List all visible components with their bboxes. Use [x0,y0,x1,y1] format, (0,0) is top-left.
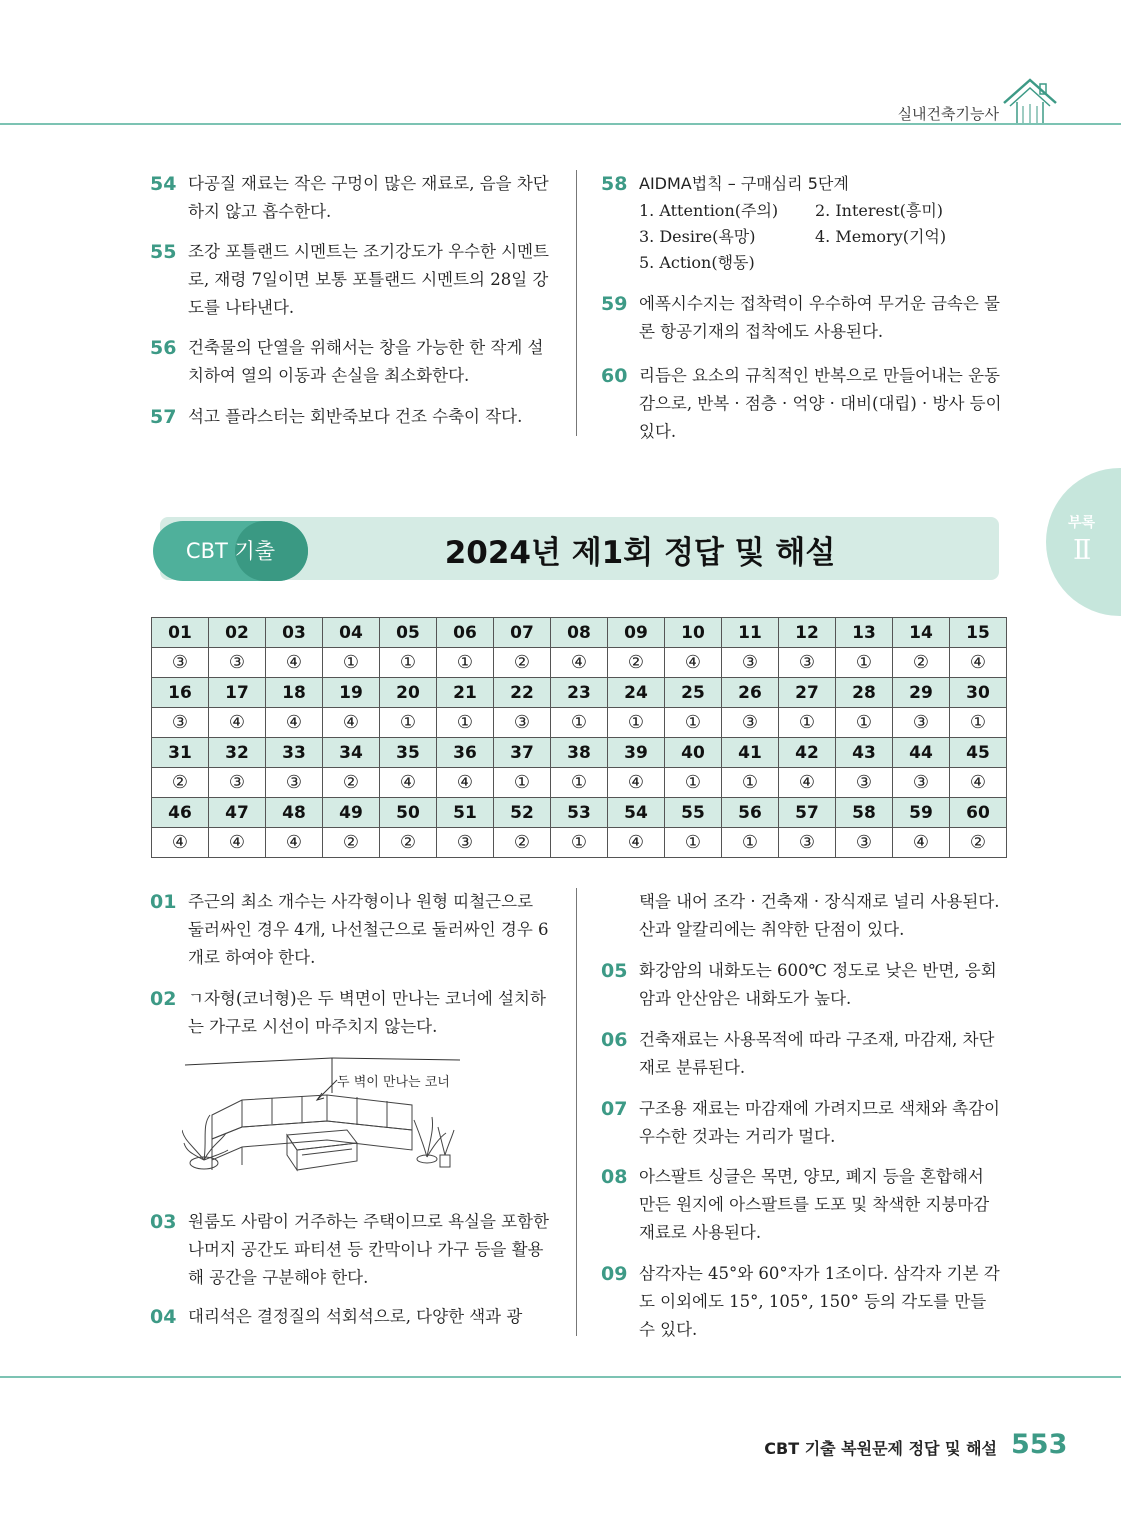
question-number: 04 [150,1306,177,1328]
answer-number-cell: 09 [608,618,665,648]
answer-number-cell: 05 [380,618,437,648]
answer-number-cell: 12 [779,618,836,648]
question-text: 에폭시수지는 접착력이 우수하여 무거운 금속은 물론 항공기재의 접착에도 사용된다. [639,294,1000,341]
answer-value-cell: ① [836,708,893,738]
answer-value-cell: ④ [551,648,608,678]
answer-value-cell: ④ [209,708,266,738]
answer-table [151,617,1007,858]
answer-value-cell: ③ [893,708,950,738]
answer-number-cell: 57 [779,798,836,828]
answer-number-row [152,738,1007,768]
answer-value-cell: ③ [494,708,551,738]
answer-number-cell: 47 [209,798,266,828]
answer-value-cell: ③ [209,768,266,798]
answer-value-row [152,648,1007,678]
page-number: 553 [1011,1429,1068,1460]
house-icon [1000,76,1060,126]
answer-number-cell: 19 [323,678,380,708]
answer-number-cell: 52 [494,798,551,828]
answer-number-cell: 44 [893,738,950,768]
question-text: ㄱ자형(코너형)은 두 벽면이 만나는 코너에 설치하는 가구로 시선이 마주치지 않는다. [188,989,546,1036]
option-item: 5. Action(행동) [639,253,755,272]
answer-number-cell: 22 [494,678,551,708]
answer-number-cell: 38 [551,738,608,768]
answer-number-cell: 31 [152,738,209,768]
answer-number-cell: 03 [266,618,323,648]
answer-number-row [152,678,1007,708]
answer-value-cell: ④ [209,828,266,858]
answer-number-cell: 11 [722,618,779,648]
answer-number-cell: 30 [950,678,1007,708]
question-text: 리듬은 요소의 규칙적인 반복으로 만들어내는 운동감으로, 반복 · 점층 · 억양 · 대비(대립) · 방사 등이 있다. [639,366,1002,441]
answer-value-cell: ① [494,768,551,798]
answer-number-cell: 25 [665,678,722,708]
question-title: AIDMA법칙 – 구매심리 5단계 [639,174,849,193]
answer-number-cell: 33 [266,738,323,768]
answer-number-cell: 16 [152,678,209,708]
answer-number-cell: 41 [722,738,779,768]
question-number: 59 [601,293,628,315]
answer-value-cell: ① [722,828,779,858]
answer-value-cell: ③ [152,648,209,678]
answer-value-cell: ④ [608,828,665,858]
answer-value-cell: ① [380,708,437,738]
side-tab-label: 부록 [1068,515,1096,531]
explanation-09 [601,1260,1003,1344]
answer-value-cell: ④ [665,648,722,678]
answer-number-cell: 46 [152,798,209,828]
answer-number-cell: 27 [779,678,836,708]
answer-number-cell: 14 [893,618,950,648]
answer-value-cell: ③ [836,828,893,858]
answer-number-cell: 55 [665,798,722,828]
answer-value-cell: ① [551,828,608,858]
question-number: 58 [601,173,628,195]
answer-number-cell: 23 [551,678,608,708]
question-60 [601,362,1003,446]
answer-value-cell: ① [380,648,437,678]
question-number: 03 [150,1211,177,1233]
answer-number-cell: 18 [266,678,323,708]
answer-number-cell: 48 [266,798,323,828]
question-number: 60 [601,365,628,387]
side-tab-numeral: Ⅱ [1073,535,1092,566]
answer-number-cell: 02 [209,618,266,648]
answer-value-cell: ③ [836,768,893,798]
answer-value-cell: ④ [779,768,836,798]
answer-number-cell: 26 [722,678,779,708]
question-text: 대리석은 결정질의 석회석으로, 다양한 색과 광 [188,1307,523,1326]
question-56 [150,334,552,390]
answer-value-cell: ② [380,828,437,858]
question-text: 화강암의 내화도는 600℃ 정도로 낮은 반면, 응회암과 안산암은 내화도가 높다. [639,961,997,1008]
question-number: 55 [150,241,177,263]
header-rule [0,123,1121,125]
answer-value-cell: ① [665,768,722,798]
question-number: 54 [150,173,177,195]
explanation-02 [150,985,552,1041]
answer-number-cell: 08 [551,618,608,648]
question-number: 01 [150,891,177,913]
answer-value-cell: ① [608,708,665,738]
answer-number-cell: 20 [380,678,437,708]
answer-number-cell: 10 [665,618,722,648]
option-item: 3. Desire(욕망) [639,227,756,246]
answer-value-cell: ④ [380,768,437,798]
answer-value-cell: ② [494,828,551,858]
question-text: 석고 플라스터는 회반죽보다 건조 수축이 작다. [188,407,523,426]
answer-value-cell: ① [779,708,836,738]
answer-number-cell: 39 [608,738,665,768]
answer-number-cell: 58 [836,798,893,828]
answer-number-cell: 51 [437,798,494,828]
answer-value-cell: ③ [722,648,779,678]
question-text: 아스팔트 싱글은 목면, 양모, 폐지 등을 혼합해서 만든 원지에 아스팔트를 도포 및 착색한 지붕마감 재료로 사용된다. [639,1167,990,1242]
answer-value-cell: ③ [779,648,836,678]
question-number: 09 [601,1263,628,1285]
question-number: 57 [150,406,177,428]
answer-value-cell: ① [836,648,893,678]
answer-value-cell: ③ [209,648,266,678]
answer-value-row [152,768,1007,798]
answer-number-cell: 17 [209,678,266,708]
answer-number-cell: 07 [494,618,551,648]
answer-value-cell: ② [608,648,665,678]
answer-number-cell: 56 [722,798,779,828]
answer-value-cell: ④ [152,828,209,858]
answer-value-cell: ③ [266,768,323,798]
question-58 [601,170,1003,276]
answer-value-cell: ② [323,828,380,858]
answer-number-cell: 50 [380,798,437,828]
answer-value-cell: ② [950,828,1007,858]
answer-value-cell: ④ [266,648,323,678]
answer-value-cell: ① [950,708,1007,738]
question-text: 건축재료는 사용목적에 따라 구조재, 마감재, 차단재로 분류된다. [639,1030,995,1077]
question-text: 원룸도 사람이 거주하는 주택이므로 욕실을 포함한 나머지 공간도 파티션 등 칸막이나 가구 등을 활용해 공간을 구분해야 한다. [188,1212,549,1287]
answer-value-cell: ④ [266,708,323,738]
explanation-08 [601,1163,1003,1247]
answer-value-cell: ② [152,768,209,798]
answer-number-cell: 21 [437,678,494,708]
answer-value-cell: ③ [152,708,209,738]
option-item: 2. Interest(흥미) [815,201,944,220]
answer-number-cell: 34 [323,738,380,768]
footer-text: CBT 기출 복원문제 정답 및 해설 [764,1439,997,1458]
answer-value-cell: ④ [437,768,494,798]
option-list [639,198,1003,276]
answer-value-cell: ② [494,648,551,678]
answer-value-cell: ④ [266,828,323,858]
answer-value-cell: ① [437,708,494,738]
explanation-01 [150,888,552,972]
answer-value-cell: ① [665,708,722,738]
answer-number-cell: 36 [437,738,494,768]
column-divider [576,170,577,436]
answer-number-cell: 43 [836,738,893,768]
answer-value-cell: ① [323,648,380,678]
banner-tag: CBT 기출 [185,539,276,563]
answer-value-row [152,828,1007,858]
explanation-03 [150,1208,552,1292]
answer-number-cell: 37 [494,738,551,768]
answer-number-cell: 28 [836,678,893,708]
answer-number-cell: 13 [836,618,893,648]
answer-number-cell: 06 [437,618,494,648]
explanation-04 [150,1303,552,1331]
answer-number-row [152,798,1007,828]
question-number: 06 [601,1029,628,1051]
footer-rule [0,1376,1121,1378]
explanation-06 [601,1026,1003,1082]
answer-value-cell: ③ [779,828,836,858]
question-number: 08 [601,1166,628,1188]
question-59 [601,290,1003,346]
section-title: 2024년 제1회 정답 및 해설 [444,535,836,571]
question-54 [150,170,552,226]
option-item: 4. Memory(기억) [815,227,947,246]
question-number: 07 [601,1098,628,1120]
answer-number-cell: 35 [380,738,437,768]
answer-number-cell: 42 [779,738,836,768]
answer-value-cell: ④ [323,708,380,738]
answer-value-cell: ① [551,768,608,798]
answer-number-cell: 04 [323,618,380,648]
question-text: 건축물의 단열을 위해서는 창을 가능한 한 작게 설치하여 열의 이동과 손실을 최소화한다. [188,338,544,385]
answer-number-cell: 54 [608,798,665,828]
explanation-07 [601,1095,1003,1151]
answer-number-cell: 53 [551,798,608,828]
question-text: 다공질 재료는 작은 구멍이 많은 재료로, 음을 차단하지 않고 흡수한다. [188,174,549,221]
answer-value-cell: ① [665,828,722,858]
question-text: 주근의 최소 개수는 사각형이나 원형 띠철근으로 둘러싸인 경우 4개, 나선철근으로 둘러싸인 경우 6개로 하여야 한다. [188,892,549,967]
question-number: 02 [150,988,177,1010]
option-item: 1. Attention(주의) [639,201,779,220]
question-number: 05 [601,960,628,982]
header-title: 실내건축기능사 [897,105,999,123]
answer-value-cell: ③ [722,708,779,738]
question-55 [150,238,552,322]
answer-value-row [152,708,1007,738]
column-divider [576,888,577,1336]
answer-value-cell: ④ [950,768,1007,798]
answer-number-cell: 45 [950,738,1007,768]
answer-value-cell: ④ [893,828,950,858]
answer-number-cell: 29 [893,678,950,708]
question-text: 구조용 재료는 마감재에 가려지므로 색채와 촉감이 우수한 것과는 거리가 멀다. [639,1099,1000,1146]
answer-number-cell: 32 [209,738,266,768]
answer-number-cell: 49 [323,798,380,828]
answer-value-cell: ① [722,768,779,798]
question-57 [150,403,552,431]
answer-number-cell: 40 [665,738,722,768]
answer-number-cell: 24 [608,678,665,708]
answer-value-cell: ③ [893,768,950,798]
question-text: 조강 포틀랜드 시멘트는 조기강도가 우수한 시멘트로, 재령 7일이면 보통 포틀랜드 시멘트의 28일 강도를 나타낸다. [188,242,549,317]
answer-value-cell: ① [551,708,608,738]
answer-number-cell: 59 [893,798,950,828]
answer-number-cell: 15 [950,618,1007,648]
question-text: 삼각자는 45°와 60°자가 1조이다. 삼각자 기본 각도 이외에도 15°, 105°, 150° 등의 각도를 만들 수 있다. [639,1264,1000,1339]
answer-number-cell: 01 [152,618,209,648]
answer-value-cell: ④ [608,768,665,798]
answer-value-cell: ① [437,648,494,678]
answer-value-cell: ④ [950,648,1007,678]
answer-number-row [152,618,1007,648]
explanation-04-continued [601,888,1003,944]
answer-value-cell: ② [323,768,380,798]
answer-value-cell: ② [893,648,950,678]
illustration-label: 두 벽이 만나는 코너 [337,1075,450,1090]
explanation-05 [601,957,1003,1013]
answer-value-cell: ③ [437,828,494,858]
question-text: 택을 내어 조각 · 건축재 · 장식재로 널리 사용된다. 산과 알칼리에는 취약한 단점이 있다. [639,892,1000,939]
answer-number-cell: 60 [950,798,1007,828]
question-number: 56 [150,337,177,359]
